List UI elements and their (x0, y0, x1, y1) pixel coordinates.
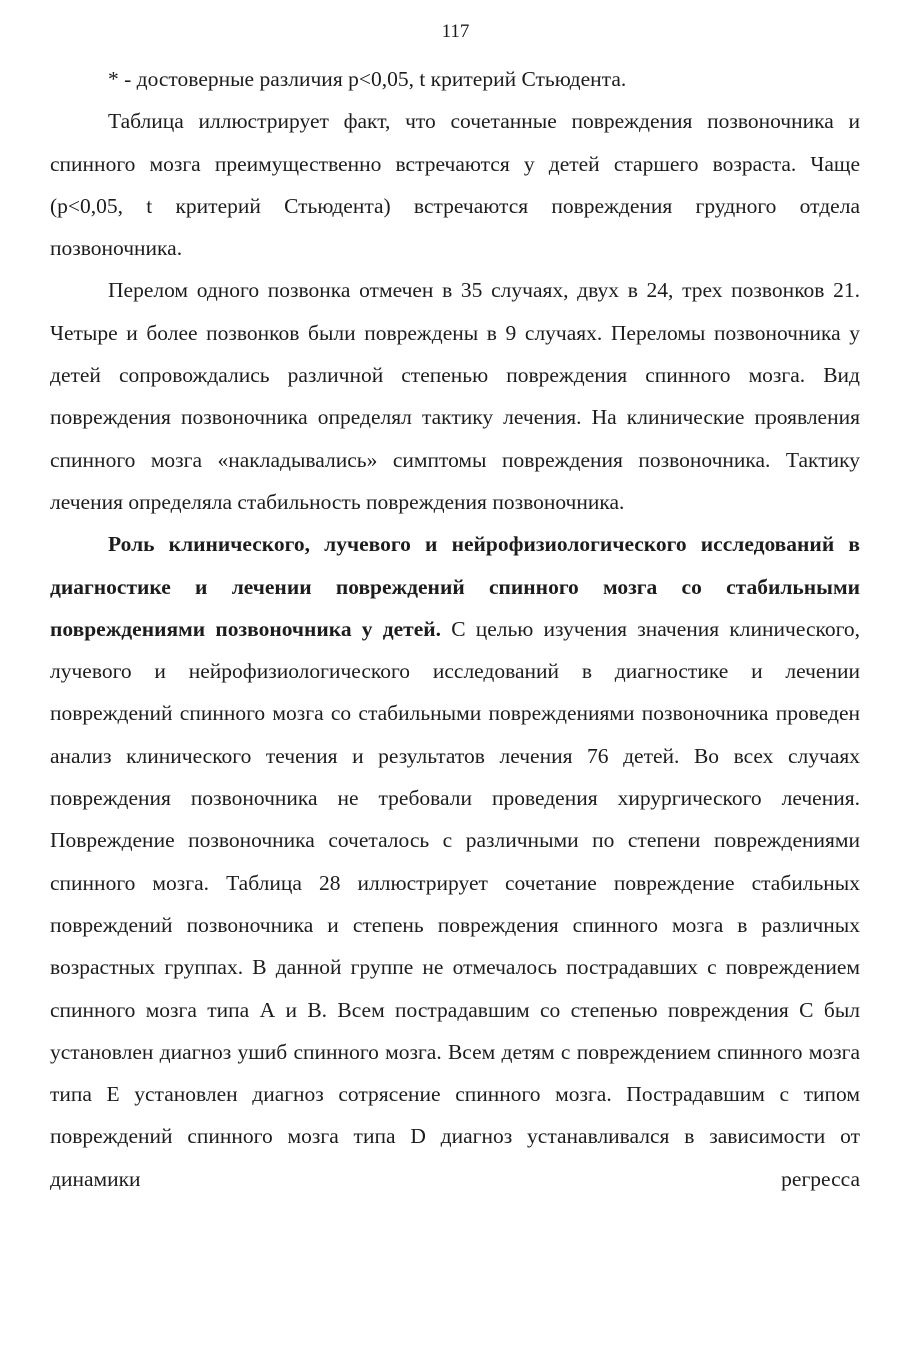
page-body (50, 58, 860, 1200)
table-footnote: * - достоверные различия p<0,05, t критерий Стьюдента. (108, 67, 627, 91)
section-heading: Роль клинического, лучевого и нейрофизиологического исследований в диагностике и лечении повреждений спинного мозга со стабильными повреждениями позвоночника у детей. (50, 532, 860, 641)
paragraph-fracture-counts: Перелом одного позвонка отмечен в 35 случаях, двух в 24, трех позвонков 21. Четыре и более позвонков были повреждены в 9 случаях. Переломы позвоночника у детей сопровождались различной степенью повреждения спинного мозга. Вид повреждения позвоночника определял тактику лечения. На клинические проявления спинного мозга «накладывались» симптомы повреждения позвоночника. Тактику лечения определяла стабильность повреждения позвоночника. (50, 278, 860, 514)
paragraph-stable-injuries (50, 523, 860, 1200)
paragraph-table-summary: Таблица иллюстрирует факт, что сочетанные повреждения позвоночника и спинного мозга преимущественно встречаются у детей старшего возраста. Чаще (p<0,05, t критерий Стьюдента) встречаются повреждения грудного отдела позвоночника. (50, 109, 860, 261)
page-number: 117 (441, 21, 470, 42)
section-body-text: С целью изучения значения клинического, лучевого и нейрофизиологического исследований в диагностике и лечении повреждений спинного мозга со стабильными повреждениями позвоночника проведен анализ клинического течения и результатов лечения 76 детей. Во всех случаях повреждения позвоночника не требовали проведения хирургического лечения. Повреждение позвоночника сочеталось с различными по степени повреждениями спинного мозга. Таблица 28 иллюстрирует сочетание повреждение стабильных повреждений позвоночника и степень повреждения спинного мозга в различных возрастных группах. В данной группе не отмечалось пострадавших с повреждением спинного мозга типа А и В. Всем пострадавшим со степенью повреждения С был установлен диагноз ушиб спинного мозга. Всем детям с повреждением спинного мозга типа Е установлен диагноз сотрясение спинного мозга. Пострадавшим с типом повреждений спинного мозга типа D диагноз устанавливался в зависимости от динамики регресса (50, 616, 860, 1191)
